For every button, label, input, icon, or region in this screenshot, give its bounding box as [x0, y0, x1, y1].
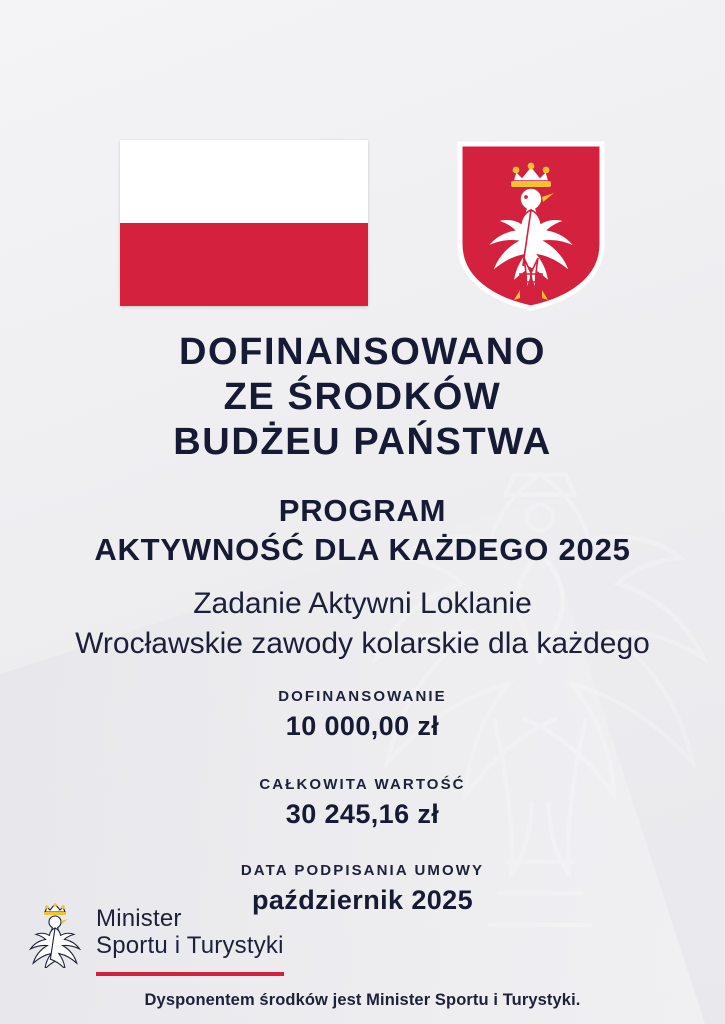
amount-value-funding: 10 000,00 zł — [285, 711, 440, 741]
amount-block-total — [0, 776, 725, 830]
program-line-2: AKTYWNOŚĆ DLA KAŻDEGO 2025 — [94, 531, 631, 567]
ministry-name — [96, 905, 284, 960]
program-title — [0, 492, 725, 570]
amount-label-funding: DOFINANSOWANIE — [278, 688, 447, 705]
amount-value-date: październik 2025 — [251, 885, 473, 915]
headline — [0, 330, 725, 464]
headline-line-1: DOFINANSOWANO — [178, 331, 546, 373]
headline-line-3: BUDŻEU PAŃSTWA — [173, 420, 552, 463]
ministry-logo — [22, 896, 284, 968]
program-line-1: PROGRAM — [278, 493, 447, 528]
polish-flag — [120, 140, 368, 306]
task-description — [0, 584, 725, 663]
ministry-line-1: Minister — [96, 904, 182, 932]
ministry-red-rule — [96, 972, 284, 976]
emblems-row — [0, 140, 725, 312]
task-line-1: Zadanie Aktywni Loklanie — [193, 587, 532, 620]
ministry-eagle-icon — [22, 896, 84, 968]
amount-block-funding — [0, 688, 725, 742]
footer-note: Dysponentem środków jest Minister Sportu i Turystyki. — [144, 991, 581, 1009]
amount-label-total: CAŁKOWITA WARTOŚĆ — [259, 776, 466, 793]
flag-stripe-red — [120, 223, 368, 306]
polish-coat-of-arms — [456, 140, 606, 312]
ministry-line-2: Sportu i Turystyki — [96, 932, 284, 959]
flag-stripe-white — [120, 140, 368, 223]
amount-value-total: 30 245,16 zł — [285, 799, 440, 829]
amount-label-date: DATA PODPISANIA UMOWY — [240, 862, 485, 879]
task-line-2: Wrocławskie zawody kolarskie dla każdego — [75, 626, 650, 660]
headline-line-2: ZE ŚRODKÓW — [223, 375, 502, 418]
